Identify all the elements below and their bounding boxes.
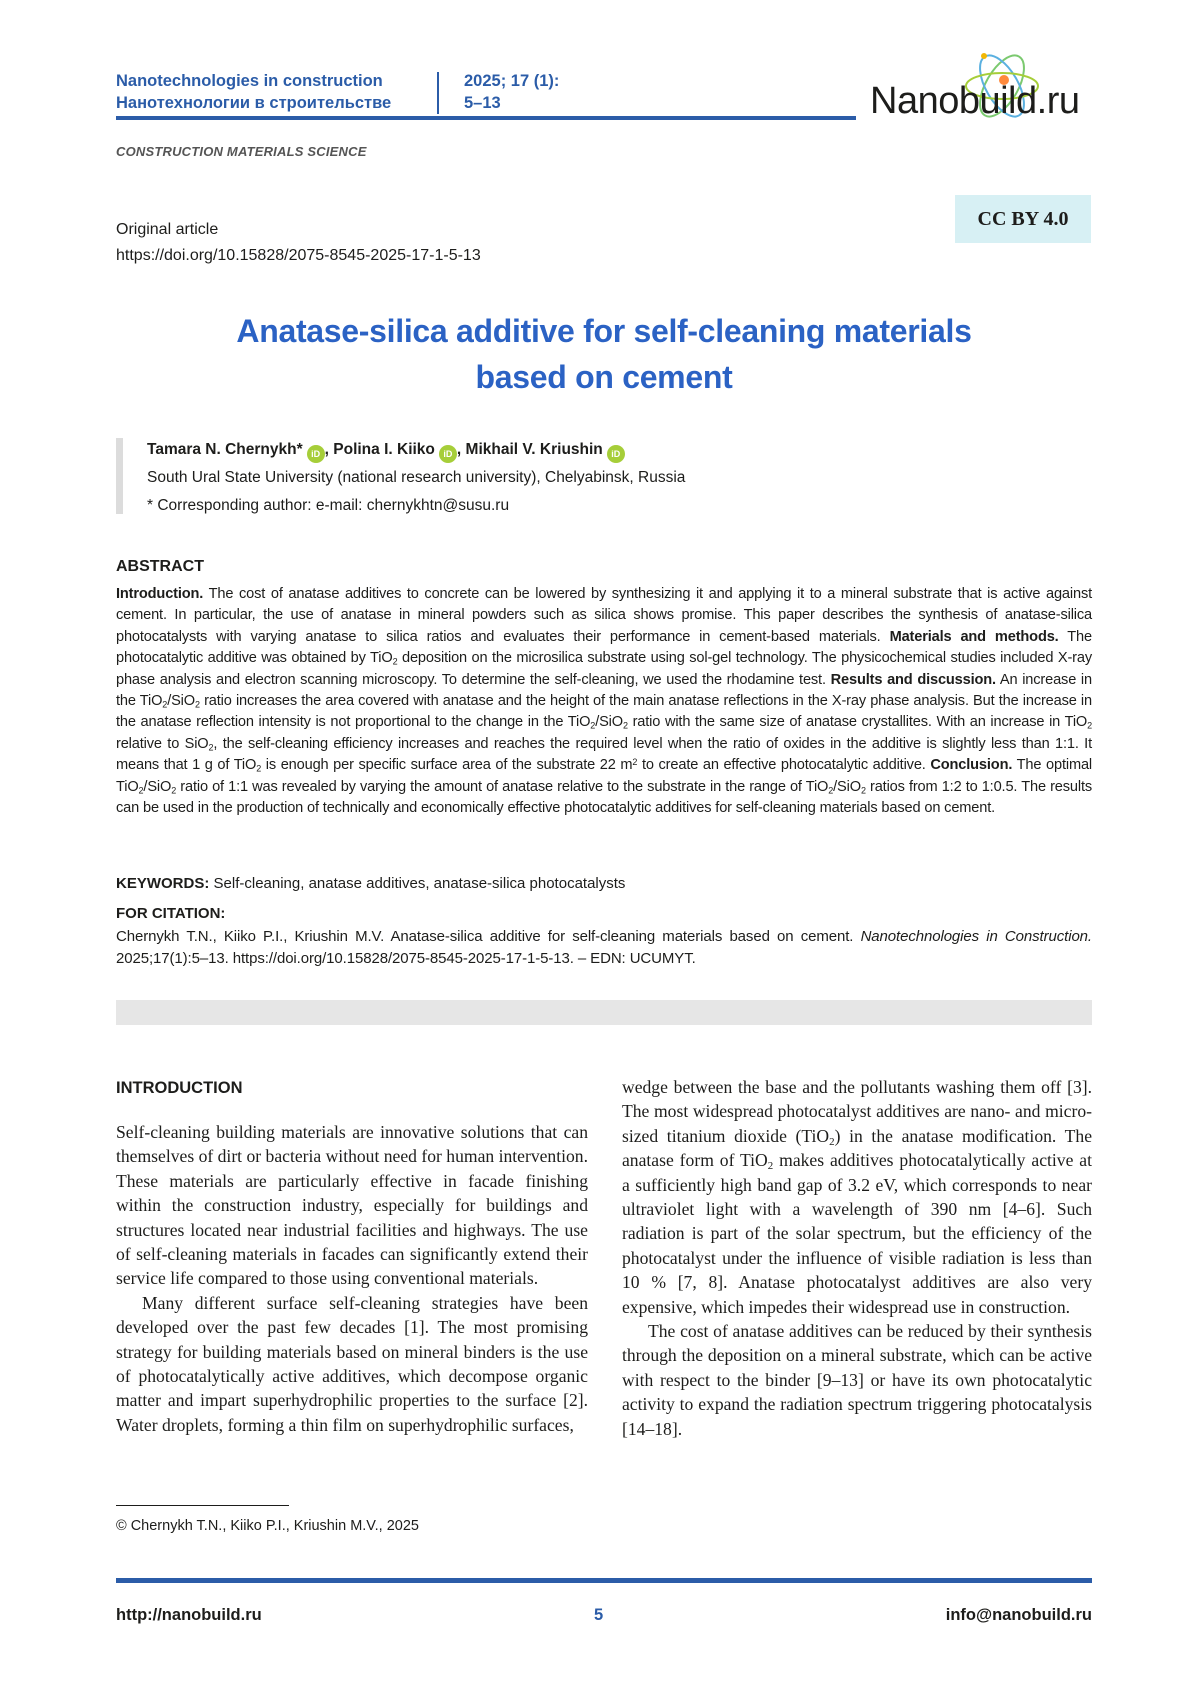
paragraph: Self-cleaning building materials are innovative solutions that can themselves of dirt or bacteria without need for human intervention. These materials are particularly effective in facade finishing within the construction industry, especially for buildings and structures located near industrial facilities and highways. The use of self-cleaning materials in facades can significantly extend their service life compared to those using conventional materials. xyxy=(116,1122,588,1289)
footer-rule xyxy=(116,1578,1092,1583)
title-line-1: Anatase-silica additive for self-cleaning materials xyxy=(236,313,972,349)
text-run: ratios from 1:2 to 1:0.5. The results can be used in the production of technically and economically effective photocatalytic additives for self-cleaning materials based on cement. xyxy=(116,778,1093,817)
text-run: ratio of 1:1 was revealed by varying the amount of anatase relative to the substrate in the range of TiO xyxy=(180,778,829,795)
text-run: to create an effective photocatalytic additive. xyxy=(641,757,926,774)
text-run: The photocatalytic additive was obtained by TiO xyxy=(116,628,1092,667)
subscript: 2 xyxy=(208,742,214,753)
text-run: An increase in the TiO xyxy=(116,671,1092,710)
text-run: /SiO xyxy=(143,778,172,795)
text-run: Chernykh T.N., Kiiko P.I., Kriushin M.V. Anatase-silica additive for self-cleaning materials based on cement. xyxy=(116,928,854,945)
keywords xyxy=(116,875,1092,892)
text-run: /SiO xyxy=(595,714,623,731)
subscript: 2 xyxy=(171,785,177,796)
subscript: 2 xyxy=(767,1160,774,1173)
author-name: Tamara N. Chernykh* xyxy=(147,441,303,458)
paragraph: The cost of anatase additives can be reduced by their synthesis through the deposition on a mineral substrate, which can be active with respect to the binder [9–13] or have its own photocatalytic activity to expand the radiation spectrum triggering photocatalysis [14–18]. xyxy=(622,1321,1092,1439)
corresponding-author: * Corresponding author: e-mail: chernykhtn@susu.ru xyxy=(147,497,510,514)
header-rule xyxy=(116,116,856,120)
text-run: deposition on the microsilica substrate using sol-gel technology. The physicochemical studies included X-ray phase analysis and electron scanning microscopy. To determine the self-cleaning, we used the rhodamine test. xyxy=(116,650,1092,688)
license-badge: CC BY 4.0 xyxy=(955,195,1091,243)
author-name: Mikhail V. Kriushin xyxy=(465,441,603,458)
citation-heading: FOR CITATION: xyxy=(116,905,226,922)
subscript: 2 xyxy=(622,720,628,731)
footer-email[interactable]: info@nanobuild.ru xyxy=(945,1606,1092,1624)
authors-block xyxy=(147,436,685,520)
text-run: wedge between the base and the pollutants washing them off [3]. The most widespread photocatalyst additives are nano- and micro-sized titanium dioxide (TiO xyxy=(622,1077,1092,1146)
abstract-intro: The cost of anatase additives to concrete can be lowered by synthesizing it and applying it to a mineral substrate that is active against cement. In particular, the use of anatase in mineral powders such as silica shows promise. This paper describes the synthesis of anatase-silica photocatalysts with varying anatase to silica ratios and evaluates their performance in cement-based materials. xyxy=(116,586,1092,645)
body-column-right xyxy=(622,1075,1092,1441)
text-run: , the self-cleaning efficiency increases and reaches the required level when the ratio of oxides in the additive is slightly less than 1:1. It means that 1 g of TiO xyxy=(116,735,1092,774)
text-run: ratio increases the area covered with anatase and the height of the main anatase reflections in the X-ray phase analysis. But the increase in the anatase reflection intensity is not proportional to the change in the TiO xyxy=(116,693,1092,731)
article-type: Original article xyxy=(116,221,219,238)
section-label: CONSTRUCTION MATERIALS SCIENCE xyxy=(116,144,367,159)
journal-name-en: Nanotechnologies in construction xyxy=(116,72,383,90)
text-run: relative to SiO xyxy=(116,735,209,752)
subscript: 2 xyxy=(590,720,596,731)
author-name: Polina I. Kiiko xyxy=(333,441,435,458)
journal-name-ru: Нанотехнологии в строительстве xyxy=(116,94,392,112)
text-run: is enough per specific surface area of the substrate 22 m xyxy=(265,757,633,774)
footer-url[interactable]: http://nanobuild.ru xyxy=(116,1606,262,1624)
superscript: 2 xyxy=(632,757,638,768)
authors-bar xyxy=(116,438,123,514)
subscript: 2 xyxy=(1087,720,1092,731)
issue-volume: 2025; 17 (1): xyxy=(464,72,560,90)
affiliation: South Ural State University (national research university), Chelyabinsk, Russia xyxy=(147,469,686,486)
paragraph xyxy=(622,1075,1092,1319)
body-column-left xyxy=(116,1120,588,1437)
orcid-icon[interactable]: iD xyxy=(607,445,625,463)
page-number: 5 xyxy=(594,1606,604,1624)
orcid-icon[interactable]: iD xyxy=(439,445,457,463)
abstract-label: Results and discussion. xyxy=(830,671,996,688)
citation-text xyxy=(116,926,1092,970)
keywords-label: KEYWORDS: xyxy=(116,875,210,892)
abstract-heading: ABSTRACT xyxy=(116,558,204,575)
text-run: /SiO xyxy=(833,778,861,795)
article-title xyxy=(116,308,1092,400)
introduction-heading: INTRODUCTION xyxy=(116,1079,243,1097)
citation-journal: Nanotechnologies in Construction. xyxy=(860,928,1092,945)
text-run: 2025;17(1):5–13. https://doi.org/10.15828/2075-8545-2025-17-1-5-13. – EDN: UCUMYT. xyxy=(116,950,696,967)
abstract-label: Introduction. xyxy=(116,586,204,602)
author-list: Tamara N. Chernykh* iD , Polina I. Kiiko iD , Mikhail V. Kriushin iD xyxy=(147,436,685,464)
paragraph: Many different surface self-cleaning strategies have been developed over the past few decades [1]. The most promising strategy for building materials based on mineral binders is the use of photocatalytically active additives, which decompose organic matter and impart superhydrophilic properties to the surface [2]. Water droplets, forming a thin film on superhydrophilic surfaces, xyxy=(116,1292,588,1435)
subscript: 2 xyxy=(828,785,834,796)
text-run: ) in the anatase modification. The anatase form of TiO xyxy=(622,1125,1092,1171)
subscript: 2 xyxy=(829,1135,835,1148)
article-meta xyxy=(116,217,481,269)
journal-name xyxy=(116,70,391,114)
footnote-rule xyxy=(116,1505,289,1506)
keywords-text: Self-cleaning, anatase additives, anatase-silica photocatalysts xyxy=(213,875,626,892)
copyright: © Chernykh T.N., Kiiko P.I., Kriushin M.V., 2025 xyxy=(116,1518,419,1534)
subscript: 2 xyxy=(256,763,262,774)
text-run: ratio with the same size of anatase crystallites. With an increase in TiO xyxy=(632,714,1088,731)
subscript: 2 xyxy=(194,699,200,710)
header-divider xyxy=(437,72,439,114)
issue-pages: 5–13 xyxy=(464,94,501,112)
orcid-icon[interactable]: iD xyxy=(307,445,325,463)
text-run: makes additives photocatalytically active at a sufficiently high band gap of 3.2 eV, which corresponds to near ultraviolet light with a wavelength of 390 nm [4–6]. Such radiation is part of the solar spectrum, but the efficiency of the photocatalyst under the influence of visible radiation is less than 10 % [7, 8]. Anatase photocatalyst additives are also very expensive, which impedes their widespread use in construction. xyxy=(622,1150,1092,1317)
issue-info xyxy=(464,70,559,114)
subscript: 2 xyxy=(162,699,168,710)
title-line-2: based on cement xyxy=(475,359,733,395)
abstract-text xyxy=(116,584,1092,819)
divider-band xyxy=(116,1000,1092,1025)
doi-link[interactable]: https://doi.org/10.15828/2075-8545-2025-17-1-5-13 xyxy=(116,247,481,264)
text-run: /SiO xyxy=(167,693,195,710)
subscript: 2 xyxy=(860,785,866,796)
abstract-label: Materials and methods. xyxy=(889,628,1059,645)
subscript: 2 xyxy=(138,785,144,796)
subscript: 2 xyxy=(392,656,398,667)
text-run: The optimal TiO xyxy=(116,757,1093,795)
abstract-label: Conclusion. xyxy=(930,757,1013,774)
site-logo[interactable]: Nanobuild.ru xyxy=(870,80,1080,122)
